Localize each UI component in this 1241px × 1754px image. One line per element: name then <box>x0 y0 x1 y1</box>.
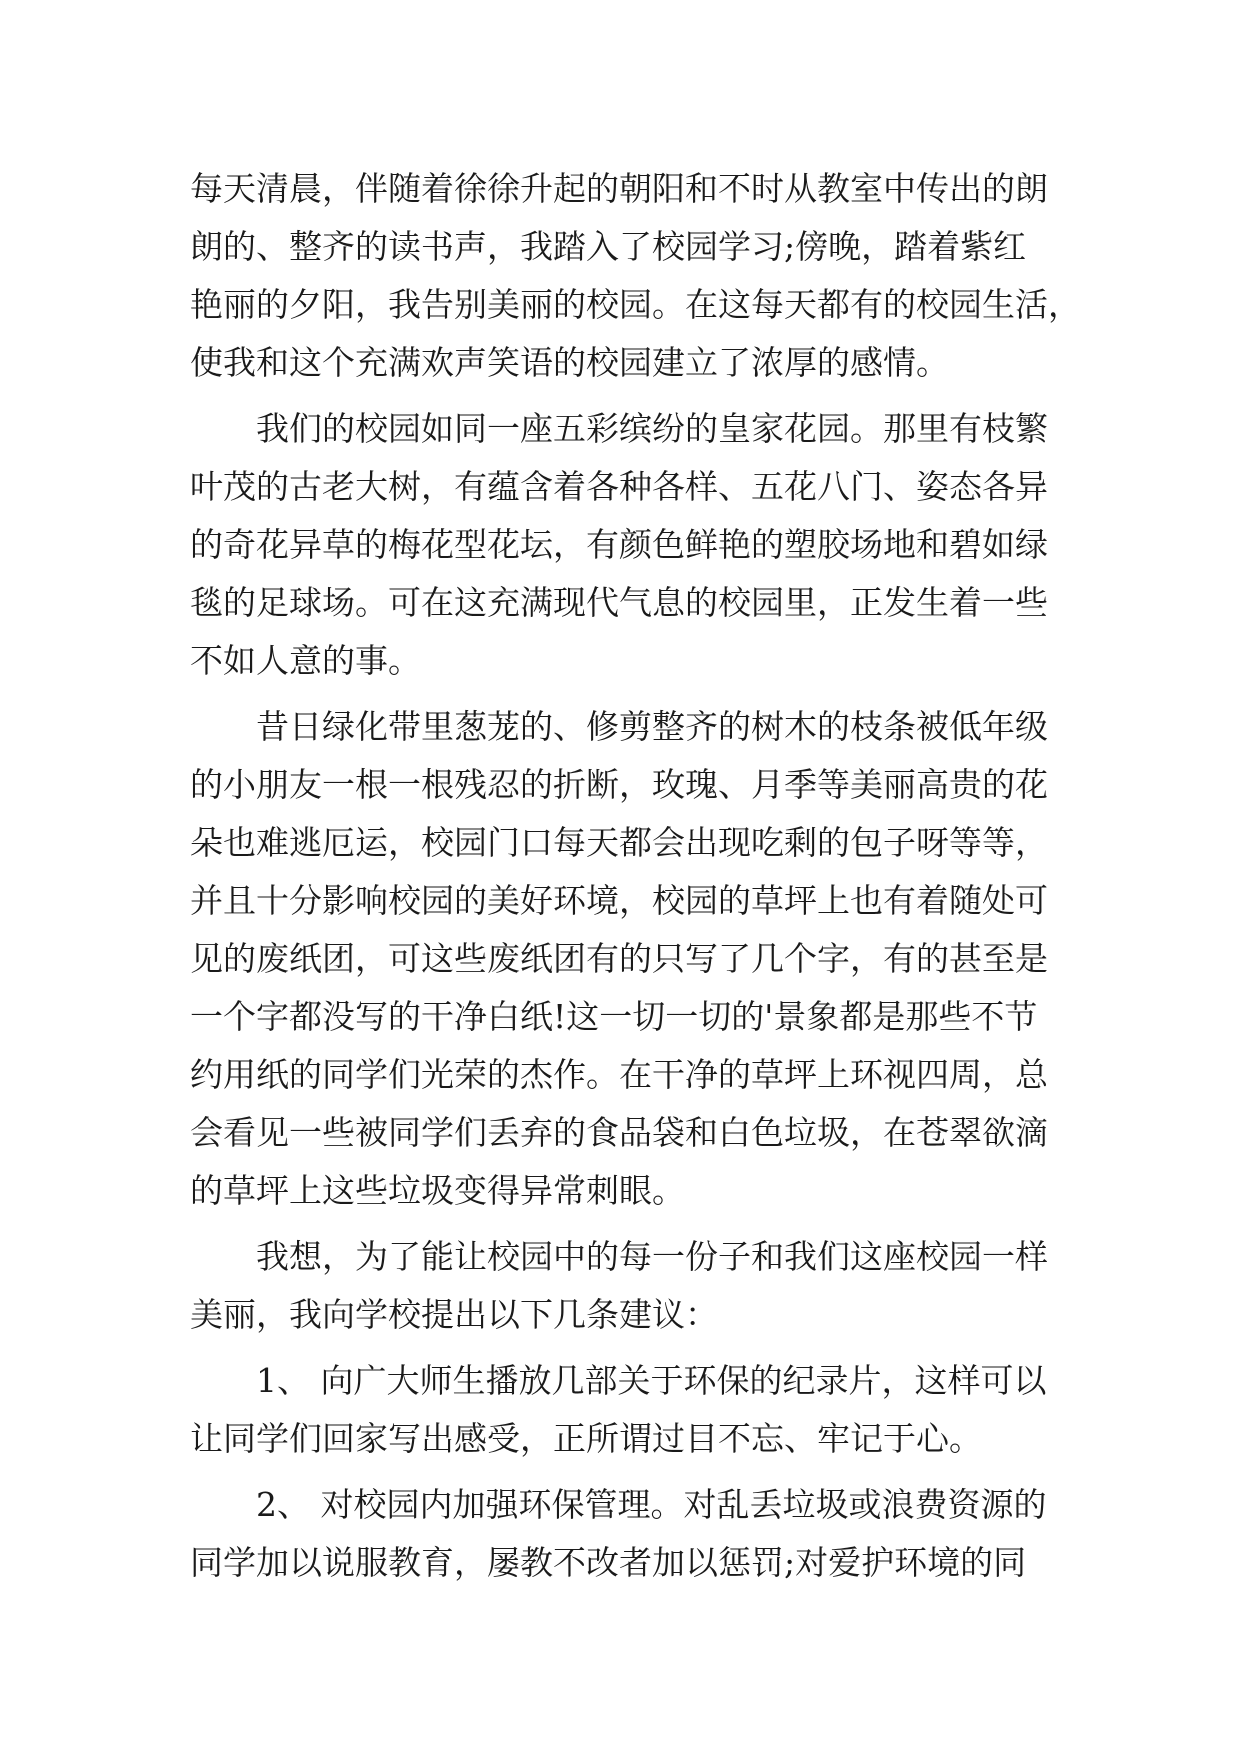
text-line: 使我和这个充满欢声笑语的校园建立了浓厚的感情。 <box>190 343 949 382</box>
text-line: 我想，为了能让校园中的每一份子和我们这座校园一样 <box>256 1237 1048 1276</box>
text-line: 的奇花异草的梅花型花坛，有颜色鲜艳的塑胶场地和碧如绿 <box>190 525 1048 564</box>
text-line: 我们的校园如同一座五彩缤纷的皇家花园。那里有枝繁 <box>256 409 1048 448</box>
paragraph <box>190 400 1050 690</box>
text-line: 并且十分影响校园的美好环境，校园的草坪上也有着随处可 <box>190 881 1048 920</box>
text-line: 每天清晨，伴随着徐徐升起的朝阳和不时从教室中传出的朗 <box>190 169 1048 208</box>
text-line: 2、 对校园内加强环保管理。对乱丢垃圾或浪费资源的 <box>256 1485 1047 1524</box>
text-line: 叶茂的古老大树，有蕴含着各种各样、五花八门、姿态各异 <box>190 467 1048 506</box>
text-line: 会看见一些被同学们丢弃的食品袋和白色垃圾，在苍翠欲滴 <box>190 1113 1048 1152</box>
text-line: 的小朋友一根一根残忍的折断，玫瑰、月季等美丽高贵的花 <box>190 765 1048 804</box>
text-line: 艳丽的夕阳，我告别美丽的校园。在这每天都有的校园生活， <box>190 285 1081 324</box>
paragraph <box>190 160 1081 392</box>
text-line: 不如人意的事。 <box>190 641 421 680</box>
paragraph <box>190 1228 1050 1344</box>
text-line: 一个字都没写的干净白纸!这一切一切的'景象都是那些不节 <box>190 997 1038 1036</box>
paragraph <box>190 698 1050 1220</box>
text-line: 约用纸的同学们光荣的杰作。在干净的草坪上环视四周，总 <box>190 1055 1048 1094</box>
text-line: 毯的足球场。可在这充满现代气息的校园里，正发生着一些 <box>190 583 1048 622</box>
text-line: 1、 向广大师生播放几部关于环保的纪录片，这样可以 <box>256 1361 1047 1400</box>
document-body <box>190 160 1081 1592</box>
text-line: 美丽，我向学校提出以下几条建议： <box>190 1295 718 1334</box>
text-line: 同学加以说服教育，屡教不改者加以惩罚;对爱护环境的同 <box>190 1543 1027 1582</box>
text-line: 朗的、整齐的读书声，我踏入了校园学习;傍晚，踏着紫红 <box>190 227 1027 266</box>
text-line: 让同学们回家写出感受，正所谓过目不忘、牢记于心。 <box>190 1419 982 1458</box>
text-line: 的草坪上这些垃圾变得异常刺眼。 <box>190 1171 685 1210</box>
list-item <box>190 1476 1050 1592</box>
text-line: 见的废纸团，可这些废纸团有的只写了几个字，有的甚至是 <box>190 939 1048 978</box>
text-line: 昔日绿化带里葱茏的、修剪整齐的树木的枝条被低年级 <box>256 707 1048 746</box>
text-line: 朵也难逃厄运，校园门口每天都会出现吃剩的包子呀等等， <box>190 823 1048 862</box>
list-item <box>190 1352 1050 1468</box>
